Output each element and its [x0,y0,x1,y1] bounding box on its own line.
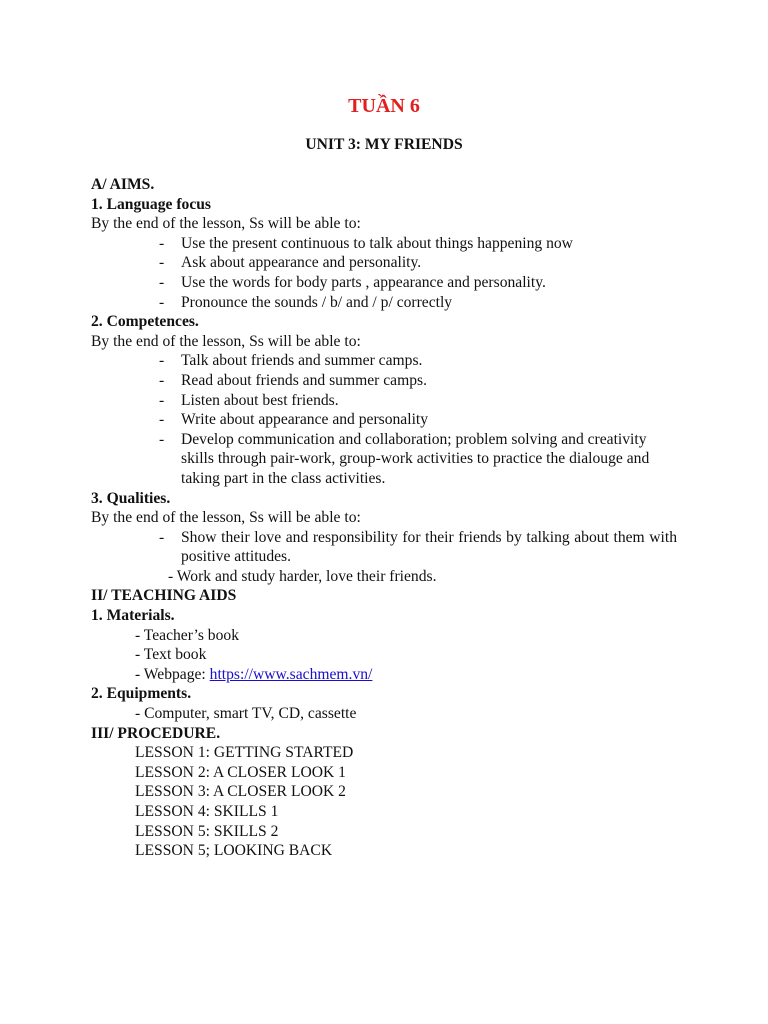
list-item-text: Show their love and responsibility for their friends by talking about them with positive attitudes. [181,528,677,566]
qualities-heading: 3. Qualities. [91,489,171,507]
list-item [159,234,677,254]
list-item [159,371,677,391]
dash-bullet: - [159,273,165,291]
dash-bullet: - [159,391,165,409]
aims-heading: A/ AIMS. [91,176,155,193]
dash-bullet: - [159,352,165,370]
lesson-item: LESSON 4: SKILLS 1 [135,803,279,820]
procedure-heading: III/ PROCEDURE. [91,724,221,742]
competences-heading: 2. Competences. [91,313,199,331]
list-item [159,293,677,313]
list-item-text: Read about friends and summer camps. [181,371,427,389]
week-title: TUẦN 6 [348,95,420,117]
list-item-text: Use the words for body parts , appearance and personality. [181,273,546,291]
dash-bullet: - [159,411,165,429]
webpage-prefix: - Webpage: [135,665,210,683]
lesson-item: LESSON 2: A CLOSER LOOK 1 [135,763,346,781]
list-item [159,528,677,567]
list-item-text: Pronounce the sounds / b/ and / p/ correctly [181,293,453,311]
dash-bullet: - [159,293,165,311]
list-item-text: Listen about best friends. [181,391,339,409]
competences-intro: By the end of the lesson, Ss will be able to: [91,332,361,350]
qualities-extra: - Work and study harder, love their friends. [168,567,437,585]
lesson-item: LESSON 3: A CLOSER LOOK 2 [135,783,346,801]
dash-bullet: - [159,234,165,252]
materials-heading: 1. Materials. [91,607,175,625]
teaching-aids-heading: II/ TEACHING AIDS [91,587,237,605]
list-item-text: Write about appearance and personality [181,411,429,429]
list-item [159,391,677,411]
dash-bullet: - [159,371,165,389]
webpage-link[interactable]: https://www.sachmem.vn/ [209,665,373,683]
language-focus-heading: 1. Language focus [91,195,211,213]
list-item [159,410,677,430]
list-item [159,273,677,293]
list-item-text: Develop communication and collaboration; problem solving and creativity skills through pair-work, group-work activities to practice the dialouge and taking part in the class activities. [181,430,650,487]
document-body [91,175,677,861]
dash-bullet: - [159,430,165,448]
list-item [159,430,677,489]
lesson-item: LESSON 5; LOOKING BACK [135,842,333,860]
list-item [159,351,677,371]
webpage-line [91,665,677,685]
list-item-text: Talk about friends and summer camps. [181,352,423,370]
language-focus-intro: By the end of the lesson, Ss will be able to: [91,215,361,233]
equipments-heading: 2. Equipments. [91,685,192,703]
dash-bullet: - [159,254,165,272]
equipments-item: - Computer, smart TV, CD, cassette [135,705,357,723]
materials-item: - Text book [135,646,207,664]
materials-item: - Teacher’s book [135,626,239,644]
dash-bullet: - [159,528,165,546]
list-item-text: Use the present continuous to talk about things happening now [181,234,573,252]
list-item [159,253,677,273]
list-item-text: Ask about appearance and personality. [181,254,422,272]
unit-title: UNIT 3: MY FRIENDS [305,136,463,153]
lesson-item: LESSON 5: SKILLS 2 [135,822,279,840]
lesson-item: LESSON 1: GETTING STARTED [135,744,354,762]
qualities-intro: By the end of the lesson, Ss will be able to: [91,509,361,527]
